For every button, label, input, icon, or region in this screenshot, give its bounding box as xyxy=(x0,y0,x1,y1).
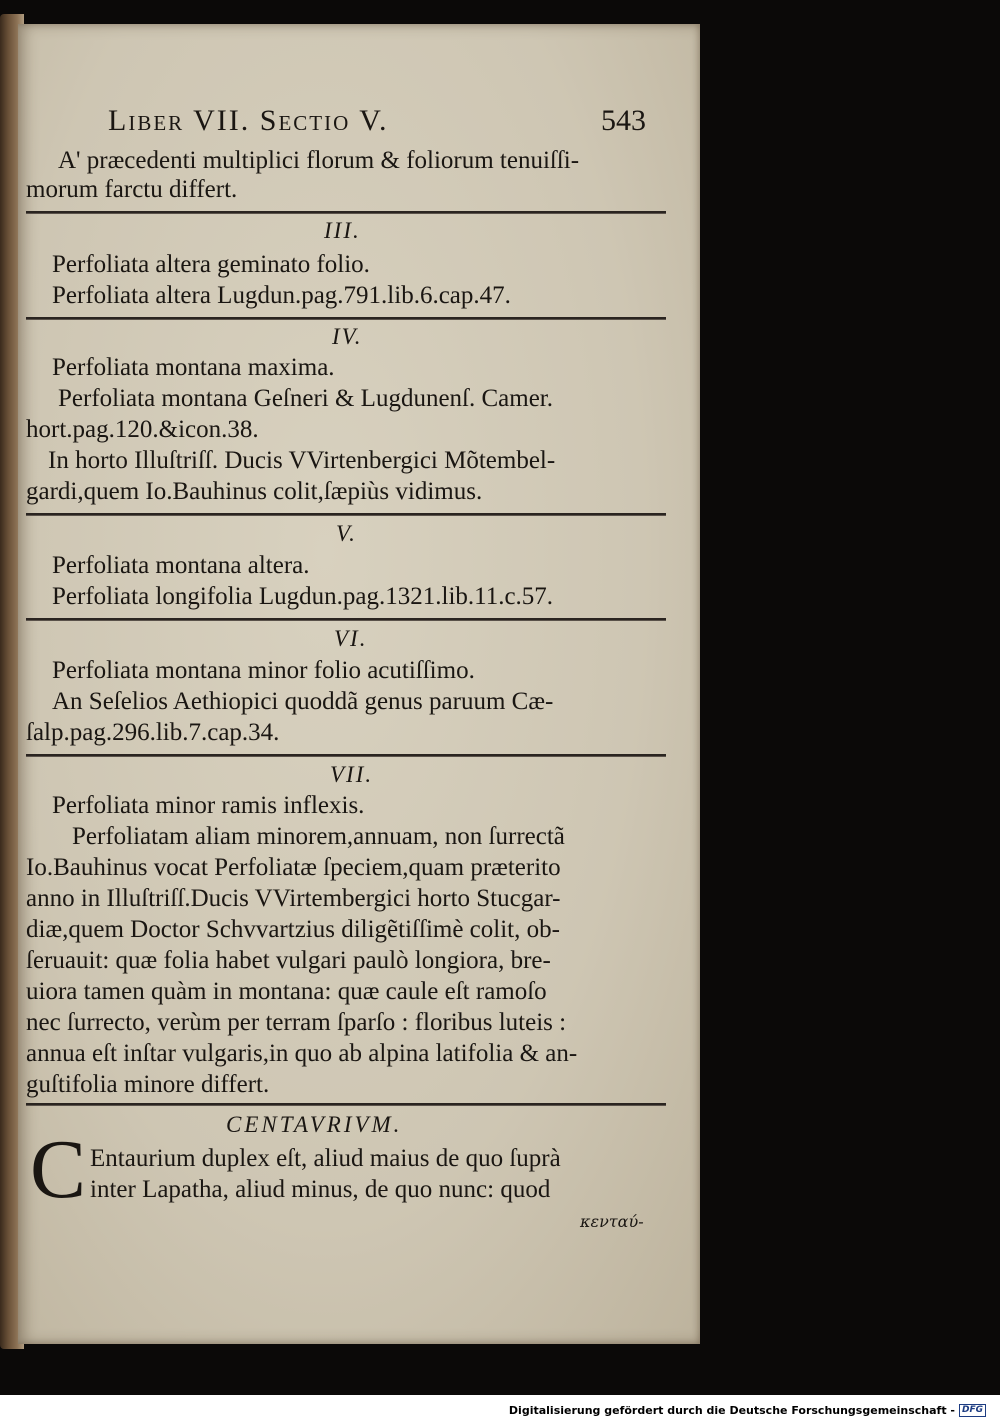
text-line: Perfoliata montana minor folio acutiſſimo. xyxy=(52,657,475,684)
text-line: nec ſurrecto, verùm per terram ſparſo : floribus luteis : xyxy=(26,1009,567,1036)
text-line: In horto Illuſtriſſ. Ducis VVirtenbergici Mõtembel- xyxy=(48,447,556,474)
digitization-credit xyxy=(509,1404,986,1417)
text-line: Perfoliata montana altera. xyxy=(52,552,310,579)
text-line: Perfoliata altera Lugdun.pag.791.lib.6.cap.47. xyxy=(52,282,511,309)
running-head: Liber VII. Sectio V. xyxy=(108,104,389,137)
text-line: Perfoliata altera geminato folio. xyxy=(52,251,370,278)
page-number: 543 xyxy=(601,104,646,137)
section-rule xyxy=(26,754,666,757)
dfg-logo: DFG xyxy=(959,1404,986,1417)
section-number: VII. xyxy=(330,762,374,787)
text-line: An Seſelios Aethiopici quoddã genus paruum Cæ- xyxy=(52,688,554,715)
text-line: Perfoliata montana Geſneri & Lugdunenſ. Camer. xyxy=(58,385,553,412)
text-line: anno in Illuſtriſſ.Ducis VVirtembergici horto Stucgar- xyxy=(26,885,561,912)
text-line: Entaurium duplex eſt, aliud maius de quo ſuprà xyxy=(90,1145,561,1172)
section-rule xyxy=(26,317,666,320)
text-line: A' præcedenti multiplici florum & foliorum tenuiſſi- xyxy=(58,147,580,174)
credit-text: Digitalisierung gefördert durch die Deutsche Forschungsgemeinschaft - xyxy=(508,1404,955,1417)
text-line: diæ,quem Doctor Schvvartzius diligẽtiſſimè colit, ob- xyxy=(26,916,560,943)
text-line: uiora tamen quàm in montana: quæ caule eſt ramoſo xyxy=(26,978,547,1005)
dropcap-initial: C xyxy=(30,1123,87,1216)
section-number: IV. xyxy=(332,324,363,349)
text-line: inter Lapatha, aliud minus, de quo nunc: quod xyxy=(90,1176,551,1203)
text-line: annua eſt inſtar vulgaris,in quo ab alpina latifolia & an- xyxy=(26,1040,578,1067)
text-line: Perfoliata montana maxima. xyxy=(52,354,335,381)
section-number: III. xyxy=(324,218,361,243)
section-title: CENTAVRIVM. xyxy=(226,1112,403,1137)
text-line: gardi,quem Io.Bauhinus colit,ſæpiùs vidimus. xyxy=(26,478,483,505)
text-line: Perfoliata minor ramis inflexis. xyxy=(52,792,365,819)
section-rule xyxy=(26,211,666,214)
section-number: VI. xyxy=(334,626,368,651)
catchword: κενταύ- xyxy=(580,1212,644,1231)
text-line: Io.Bauhinus vocat Perfoliatæ ſpeciem,quam præterito xyxy=(26,854,561,881)
section-number: V. xyxy=(336,521,357,546)
text-line: Perfoliatam aliam minorem,annuam, non ſurrectã xyxy=(72,823,565,850)
text-line: Perfoliata longifolia Lugdun.pag.1321.lib.11.c.57. xyxy=(52,583,554,610)
section-rule xyxy=(26,1103,666,1106)
section-rule xyxy=(26,513,666,516)
text-line: guſtifolia minore differt. xyxy=(26,1071,270,1098)
text-line: ſeruauit: quæ folia habet vulgari paulò longiora, bre- xyxy=(26,947,551,974)
section-rule xyxy=(26,618,666,621)
text-line: morum farctu differt. xyxy=(26,176,238,203)
text-line: ſalp.pag.296.lib.7.cap.34. xyxy=(26,719,280,746)
text-line: hort.pag.120.&icon.38. xyxy=(26,416,259,443)
